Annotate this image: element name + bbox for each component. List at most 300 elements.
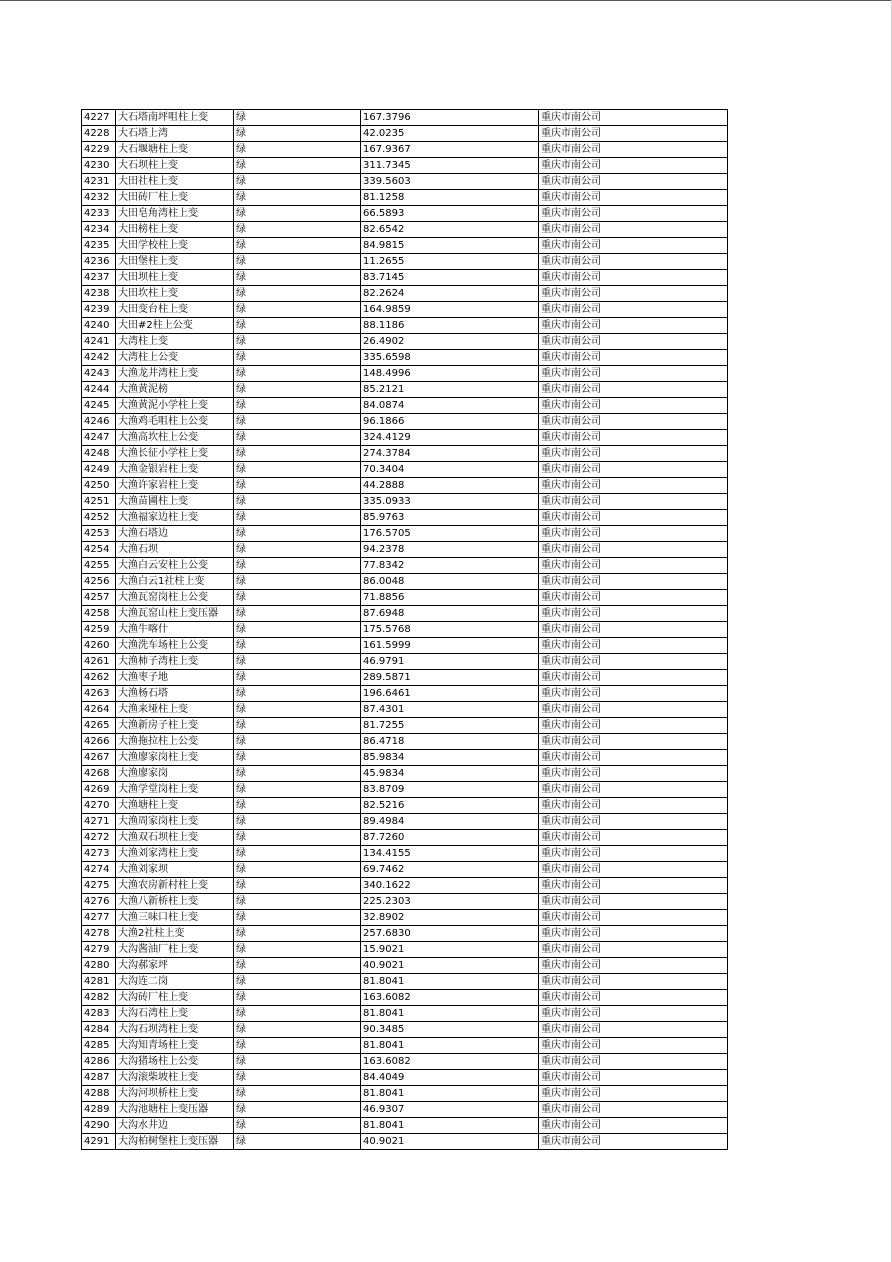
row-id-cell: 4249 (82, 462, 116, 478)
color-cell: 绿 (234, 270, 361, 286)
color-cell: 绿 (234, 878, 361, 894)
name-cell: 大渔黄泥榜 (116, 382, 234, 398)
company-cell: 重庆市南公司 (539, 414, 728, 430)
color-cell: 绿 (234, 526, 361, 542)
company-cell: 重庆市南公司 (539, 862, 728, 878)
name-cell: 大田榜柱上变 (116, 222, 234, 238)
table-row (82, 990, 728, 1006)
company-cell: 重庆市南公司 (539, 894, 728, 910)
value-cell: 85.9834 (361, 750, 539, 766)
company-cell: 重庆市南公司 (539, 926, 728, 942)
value-cell: 148.4996 (361, 366, 539, 382)
color-cell: 绿 (234, 926, 361, 942)
company-cell: 重庆市南公司 (539, 142, 728, 158)
table-row (82, 830, 728, 846)
row-id-cell: 4244 (82, 382, 116, 398)
company-cell: 重庆市南公司 (539, 798, 728, 814)
table-row (82, 926, 728, 942)
name-cell: 大沟知青场柱上变 (116, 1038, 234, 1054)
table-row (82, 526, 728, 542)
table-row (82, 798, 728, 814)
row-id-cell: 4255 (82, 558, 116, 574)
table-row (82, 126, 728, 142)
color-cell: 绿 (234, 734, 361, 750)
company-cell: 重庆市南公司 (539, 990, 728, 1006)
value-cell: 42.0235 (361, 126, 539, 142)
company-cell: 重庆市南公司 (539, 766, 728, 782)
name-cell: 大渔双石坝柱上变 (116, 830, 234, 846)
row-id-cell: 4277 (82, 910, 116, 926)
value-cell: 94.2378 (361, 542, 539, 558)
name-cell: 大石坝柱上变 (116, 158, 234, 174)
value-cell: 161.5999 (361, 638, 539, 654)
name-cell: 大渔瓦窑岗柱上公变 (116, 590, 234, 606)
value-cell: 82.6542 (361, 222, 539, 238)
row-id-cell: 4279 (82, 942, 116, 958)
color-cell: 绿 (234, 238, 361, 254)
company-cell: 重庆市南公司 (539, 126, 728, 142)
color-cell: 绿 (234, 766, 361, 782)
company-cell: 重庆市南公司 (539, 254, 728, 270)
company-cell: 重庆市南公司 (539, 1022, 728, 1038)
company-cell: 重庆市南公司 (539, 718, 728, 734)
row-id-cell: 4261 (82, 654, 116, 670)
name-cell: 大渔廖家岗柱上变 (116, 750, 234, 766)
color-cell: 绿 (234, 622, 361, 638)
table-row (82, 1134, 728, 1150)
name-cell: 大渔柿子湾柱上变 (116, 654, 234, 670)
table-row (82, 974, 728, 990)
value-cell: 86.0048 (361, 574, 539, 590)
company-cell: 重庆市南公司 (539, 942, 728, 958)
value-cell: 257.6830 (361, 926, 539, 942)
color-cell: 绿 (234, 894, 361, 910)
name-cell: 大沟水井边 (116, 1118, 234, 1134)
color-cell: 绿 (234, 1038, 361, 1054)
name-cell: 大田坎柱上变 (116, 286, 234, 302)
table-row (82, 606, 728, 622)
company-cell: 重庆市南公司 (539, 974, 728, 990)
company-cell: 重庆市南公司 (539, 158, 728, 174)
name-cell: 大渔金银岩柱上变 (116, 462, 234, 478)
table-row (82, 382, 728, 398)
name-cell: 大田坝柱上变 (116, 270, 234, 286)
color-cell: 绿 (234, 318, 361, 334)
name-cell: 大田#2柱上公变 (116, 318, 234, 334)
row-id-cell: 4272 (82, 830, 116, 846)
color-cell: 绿 (234, 654, 361, 670)
name-cell: 大田堡柱上变 (116, 254, 234, 270)
name-cell: 大渔高坎柱上公变 (116, 430, 234, 446)
value-cell: 85.9763 (361, 510, 539, 526)
color-cell: 绿 (234, 942, 361, 958)
name-cell: 大渔拖拉柱上公变 (116, 734, 234, 750)
value-cell: 167.9367 (361, 142, 539, 158)
table-row (82, 574, 728, 590)
company-cell: 重庆市南公司 (539, 958, 728, 974)
company-cell: 重庆市南公司 (539, 558, 728, 574)
color-cell: 绿 (234, 398, 361, 414)
color-cell: 绿 (234, 1102, 361, 1118)
value-cell: 84.4049 (361, 1070, 539, 1086)
color-cell: 绿 (234, 798, 361, 814)
row-id-cell: 4239 (82, 302, 116, 318)
table-row (82, 478, 728, 494)
company-cell: 重庆市南公司 (539, 686, 728, 702)
row-id-cell: 4286 (82, 1054, 116, 1070)
row-id-cell: 4235 (82, 238, 116, 254)
company-cell: 重庆市南公司 (539, 190, 728, 206)
name-cell: 大渔白云安柱上公变 (116, 558, 234, 574)
table-row (82, 1086, 728, 1102)
table-row (82, 702, 728, 718)
table-row (82, 1054, 728, 1070)
name-cell: 大沟池塘柱上变压器 (116, 1102, 234, 1118)
color-cell: 绿 (234, 446, 361, 462)
name-cell: 大田社柱上变 (116, 174, 234, 190)
name-cell: 大渔农房新村柱上变 (116, 878, 234, 894)
color-cell: 绿 (234, 430, 361, 446)
company-cell: 重庆市南公司 (539, 110, 728, 126)
color-cell: 绿 (234, 830, 361, 846)
table-row (82, 590, 728, 606)
color-cell: 绿 (234, 638, 361, 654)
company-cell: 重庆市南公司 (539, 830, 728, 846)
name-cell: 大田砖厂柱上变 (116, 190, 234, 206)
color-cell: 绿 (234, 958, 361, 974)
table-row (82, 1006, 728, 1022)
row-id-cell: 4265 (82, 718, 116, 734)
company-cell: 重庆市南公司 (539, 1054, 728, 1070)
row-id-cell: 4287 (82, 1070, 116, 1086)
row-id-cell: 4257 (82, 590, 116, 606)
value-cell: 85.2121 (361, 382, 539, 398)
color-cell: 绿 (234, 750, 361, 766)
company-cell: 重庆市南公司 (539, 1134, 728, 1150)
value-cell: 84.9815 (361, 238, 539, 254)
row-id-cell: 4254 (82, 542, 116, 558)
color-cell: 绿 (234, 142, 361, 158)
color-cell: 绿 (234, 590, 361, 606)
color-cell: 绿 (234, 1118, 361, 1134)
table-row (82, 462, 728, 478)
row-id-cell: 4289 (82, 1102, 116, 1118)
value-cell: 82.5216 (361, 798, 539, 814)
name-cell: 大沟郝家坪 (116, 958, 234, 974)
color-cell: 绿 (234, 190, 361, 206)
name-cell: 大渔石坝 (116, 542, 234, 558)
row-id-cell: 4281 (82, 974, 116, 990)
row-id-cell: 4243 (82, 366, 116, 382)
name-cell: 大沟猪场柱上公变 (116, 1054, 234, 1070)
table-row (82, 942, 728, 958)
table-row (82, 430, 728, 446)
color-cell: 绿 (234, 510, 361, 526)
name-cell: 大渔枣子地 (116, 670, 234, 686)
value-cell: 70.3404 (361, 462, 539, 478)
company-cell: 重庆市南公司 (539, 574, 728, 590)
table-row (82, 734, 728, 750)
table-row (82, 894, 728, 910)
value-cell: 84.0874 (361, 398, 539, 414)
company-cell: 重庆市南公司 (539, 286, 728, 302)
table-row (82, 286, 728, 302)
name-cell: 大渔瓦窑山柱上变压器 (116, 606, 234, 622)
value-cell: 32.8902 (361, 910, 539, 926)
row-id-cell: 4246 (82, 414, 116, 430)
table-row (82, 1070, 728, 1086)
name-cell: 大沟河坝桥柱上变 (116, 1086, 234, 1102)
value-cell: 86.4718 (361, 734, 539, 750)
value-cell: 176.5705 (361, 526, 539, 542)
table-row (82, 862, 728, 878)
company-cell: 重庆市南公司 (539, 1006, 728, 1022)
company-cell: 重庆市南公司 (539, 238, 728, 254)
value-cell: 46.9307 (361, 1102, 539, 1118)
company-cell: 重庆市南公司 (539, 174, 728, 190)
value-cell: 26.4902 (361, 334, 539, 350)
row-id-cell: 4269 (82, 782, 116, 798)
color-cell: 绿 (234, 478, 361, 494)
color-cell: 绿 (234, 702, 361, 718)
company-cell: 重庆市南公司 (539, 302, 728, 318)
row-id-cell: 4248 (82, 446, 116, 462)
color-cell: 绿 (234, 334, 361, 350)
value-cell: 81.8041 (361, 1086, 539, 1102)
value-cell: 15.9021 (361, 942, 539, 958)
value-cell: 81.8041 (361, 1118, 539, 1134)
name-cell: 大渔白云1社柱上变 (116, 574, 234, 590)
company-cell: 重庆市南公司 (539, 1086, 728, 1102)
color-cell: 绿 (234, 718, 361, 734)
color-cell: 绿 (234, 1086, 361, 1102)
value-cell: 196.6461 (361, 686, 539, 702)
value-cell: 87.4301 (361, 702, 539, 718)
name-cell: 大渔新房子柱上变 (116, 718, 234, 734)
value-cell: 163.6082 (361, 1054, 539, 1070)
company-cell: 重庆市南公司 (539, 430, 728, 446)
table-row (82, 686, 728, 702)
name-cell: 大渔牛喀什 (116, 622, 234, 638)
value-cell: 89.4984 (361, 814, 539, 830)
color-cell: 绿 (234, 990, 361, 1006)
value-cell: 81.1258 (361, 190, 539, 206)
name-cell: 大渔2社柱上变 (116, 926, 234, 942)
table-row (82, 510, 728, 526)
name-cell: 大沟石湾柱上变 (116, 1006, 234, 1022)
value-cell: 82.2624 (361, 286, 539, 302)
name-cell: 大渔学堂岗柱上变 (116, 782, 234, 798)
value-cell: 40.9021 (361, 1134, 539, 1150)
color-cell: 绿 (234, 574, 361, 590)
company-cell: 重庆市南公司 (539, 334, 728, 350)
color-cell: 绿 (234, 1070, 361, 1086)
row-id-cell: 4227 (82, 110, 116, 126)
table-row (82, 414, 728, 430)
company-cell: 重庆市南公司 (539, 814, 728, 830)
row-id-cell: 4232 (82, 190, 116, 206)
name-cell: 大渔鸡毛咀柱上公变 (116, 414, 234, 430)
value-cell: 167.3796 (361, 110, 539, 126)
table-row (82, 846, 728, 862)
name-cell: 大渔福家边柱上变 (116, 510, 234, 526)
color-cell: 绿 (234, 1134, 361, 1150)
value-cell: 83.7145 (361, 270, 539, 286)
color-cell: 绿 (234, 558, 361, 574)
color-cell: 绿 (234, 350, 361, 366)
company-cell: 重庆市南公司 (539, 318, 728, 334)
value-cell: 40.9021 (361, 958, 539, 974)
company-cell: 重庆市南公司 (539, 270, 728, 286)
value-cell: 69.7462 (361, 862, 539, 878)
row-id-cell: 4229 (82, 142, 116, 158)
name-cell: 大渔苗圃柱上变 (116, 494, 234, 510)
value-cell: 45.9834 (361, 766, 539, 782)
name-cell: 大石塔南坪咀柱上变 (116, 110, 234, 126)
row-id-cell: 4253 (82, 526, 116, 542)
table-row (82, 766, 728, 782)
name-cell: 大渔周家岗柱上变 (116, 814, 234, 830)
color-cell: 绿 (234, 670, 361, 686)
color-cell: 绿 (234, 302, 361, 318)
table-row (82, 302, 728, 318)
row-id-cell: 4271 (82, 814, 116, 830)
table-row (82, 174, 728, 190)
color-cell: 绿 (234, 366, 361, 382)
company-cell: 重庆市南公司 (539, 542, 728, 558)
table-row (82, 318, 728, 334)
color-cell: 绿 (234, 126, 361, 142)
value-cell: 324.4129 (361, 430, 539, 446)
table-row (82, 1022, 728, 1038)
color-cell: 绿 (234, 606, 361, 622)
value-cell: 71.8856 (361, 590, 539, 606)
color-cell: 绿 (234, 222, 361, 238)
name-cell: 大石堰塘柱上变 (116, 142, 234, 158)
company-cell: 重庆市南公司 (539, 382, 728, 398)
color-cell: 绿 (234, 846, 361, 862)
color-cell: 绿 (234, 494, 361, 510)
color-cell: 绿 (234, 782, 361, 798)
color-cell: 绿 (234, 862, 361, 878)
name-cell: 大沟砖厂柱上变 (116, 990, 234, 1006)
row-id-cell: 4252 (82, 510, 116, 526)
row-id-cell: 4274 (82, 862, 116, 878)
table-row (82, 158, 728, 174)
value-cell: 77.8342 (361, 558, 539, 574)
name-cell: 大田学校柱上变 (116, 238, 234, 254)
company-cell: 重庆市南公司 (539, 446, 728, 462)
name-cell: 大渔许家岩柱上变 (116, 478, 234, 494)
name-cell: 大沟连二岗 (116, 974, 234, 990)
value-cell: 175.5768 (361, 622, 539, 638)
row-id-cell: 4267 (82, 750, 116, 766)
value-cell: 311.7345 (361, 158, 539, 174)
table-row (82, 878, 728, 894)
name-cell: 大渔塘柱上变 (116, 798, 234, 814)
name-cell: 大渔洗车场柱上公变 (116, 638, 234, 654)
row-id-cell: 4280 (82, 958, 116, 974)
table-row (82, 142, 728, 158)
company-cell: 重庆市南公司 (539, 478, 728, 494)
table-row (82, 558, 728, 574)
company-cell: 重庆市南公司 (539, 622, 728, 638)
table-row (82, 910, 728, 926)
company-cell: 重庆市南公司 (539, 878, 728, 894)
table-row (82, 270, 728, 286)
value-cell: 289.5871 (361, 670, 539, 686)
row-id-cell: 4242 (82, 350, 116, 366)
company-cell: 重庆市南公司 (539, 654, 728, 670)
table-body (82, 110, 728, 1150)
company-cell: 重庆市南公司 (539, 910, 728, 926)
company-cell: 重庆市南公司 (539, 398, 728, 414)
color-cell: 绿 (234, 158, 361, 174)
company-cell: 重庆市南公司 (539, 1038, 728, 1054)
name-cell: 大渔廖家岗 (116, 766, 234, 782)
table-row (82, 334, 728, 350)
value-cell: 87.6948 (361, 606, 539, 622)
row-id-cell: 4233 (82, 206, 116, 222)
row-id-cell: 4250 (82, 478, 116, 494)
row-id-cell: 4270 (82, 798, 116, 814)
row-id-cell: 4264 (82, 702, 116, 718)
value-cell: 340.1622 (361, 878, 539, 894)
company-cell: 重庆市南公司 (539, 350, 728, 366)
company-cell: 重庆市南公司 (539, 1102, 728, 1118)
row-id-cell: 4268 (82, 766, 116, 782)
table-row (82, 782, 728, 798)
color-cell: 绿 (234, 110, 361, 126)
row-id-cell: 4237 (82, 270, 116, 286)
row-id-cell: 4288 (82, 1086, 116, 1102)
value-cell: 44.2888 (361, 478, 539, 494)
company-cell: 重庆市南公司 (539, 702, 728, 718)
name-cell: 大湾柱上变 (116, 334, 234, 350)
data-table (81, 109, 728, 1150)
value-cell: 46.9791 (361, 654, 539, 670)
table-row (82, 654, 728, 670)
table-row (82, 814, 728, 830)
value-cell: 81.8041 (361, 1038, 539, 1054)
color-cell: 绿 (234, 206, 361, 222)
row-id-cell: 4273 (82, 846, 116, 862)
value-cell: 88.1186 (361, 318, 539, 334)
color-cell: 绿 (234, 1006, 361, 1022)
name-cell: 大沟石坝湾柱上变 (116, 1022, 234, 1038)
color-cell: 绿 (234, 382, 361, 398)
name-cell: 大沟柏树堡柱上变压器 (116, 1134, 234, 1150)
table-row (82, 542, 728, 558)
name-cell: 大渔三味口柱上变 (116, 910, 234, 926)
value-cell: 163.6082 (361, 990, 539, 1006)
table-row (82, 446, 728, 462)
table-row (82, 238, 728, 254)
row-id-cell: 4230 (82, 158, 116, 174)
name-cell: 大湾柱上公变 (116, 350, 234, 366)
name-cell: 大渔长征小学柱上变 (116, 446, 234, 462)
color-cell: 绿 (234, 1054, 361, 1070)
name-cell: 大渔龙井湾柱上变 (116, 366, 234, 382)
value-cell: 66.5893 (361, 206, 539, 222)
table-row (82, 190, 728, 206)
row-id-cell: 4284 (82, 1022, 116, 1038)
row-id-cell: 4256 (82, 574, 116, 590)
company-cell: 重庆市南公司 (539, 1118, 728, 1134)
row-id-cell: 4282 (82, 990, 116, 1006)
value-cell: 96.1866 (361, 414, 539, 430)
name-cell: 大渔刘家湾柱上变 (116, 846, 234, 862)
